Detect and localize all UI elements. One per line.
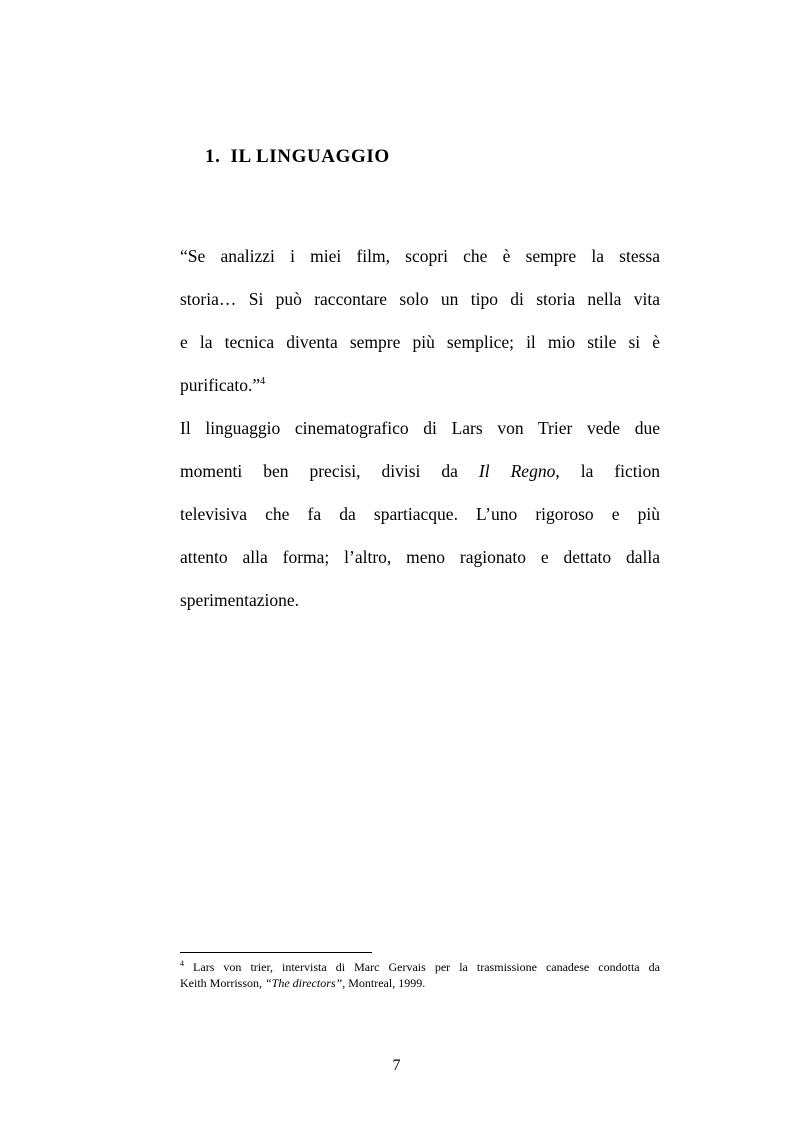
italic-title-il-regno: Il Regno	[478, 461, 556, 481]
quote-line-4	[180, 374, 660, 396]
quote-line-2: storia… Si può raccontare solo un tipo di storia nella vita	[180, 289, 660, 309]
footnote-reference[interactable]: 4	[260, 376, 266, 387]
paragraph-line-4: attento alla forma; l’altro, meno ragionato e dettato dalla	[180, 547, 660, 567]
footnote-text: Lars von trier, intervista di Marc Gervais per la trasmissione canadese condotta da	[193, 960, 660, 974]
footnote-text: , Montreal, 1999.	[342, 976, 426, 990]
paragraph-line-2	[180, 460, 660, 482]
chapter-heading	[205, 146, 390, 168]
quote-line-3: e la tecnica diventa sempre più semplice; il mio stile si è	[180, 332, 660, 352]
footnote-marker: 4	[180, 959, 184, 968]
quote-line-1: “Se analizzi i miei film, scopri che è sempre la stessa	[180, 246, 660, 266]
footnote-text: Keith Morrisson,	[180, 976, 265, 990]
paragraph-line-3: televisiva che fa da spartiacque. L’uno rigoroso e più	[180, 504, 660, 524]
paragraph-line-5: sperimentazione.	[180, 590, 300, 610]
paragraph-text: , la fiction	[555, 461, 661, 481]
footnote-separator	[180, 952, 372, 953]
footnote-line-2	[180, 976, 660, 991]
chapter-title: IL LINGUAGGIO	[230, 146, 390, 167]
paragraph-line-1: Il linguaggio cinematografico di Lars von Trier vede due	[180, 418, 660, 438]
footnote-italic-title: “The directors”	[265, 976, 343, 990]
chapter-number: 1.	[205, 146, 221, 167]
footnote-line-1	[180, 960, 660, 975]
page-number: 7	[392, 1057, 401, 1074]
quote-end-text: purificato.”	[180, 375, 261, 395]
paragraph-text: momenti ben precisi, divisi da	[180, 461, 479, 481]
